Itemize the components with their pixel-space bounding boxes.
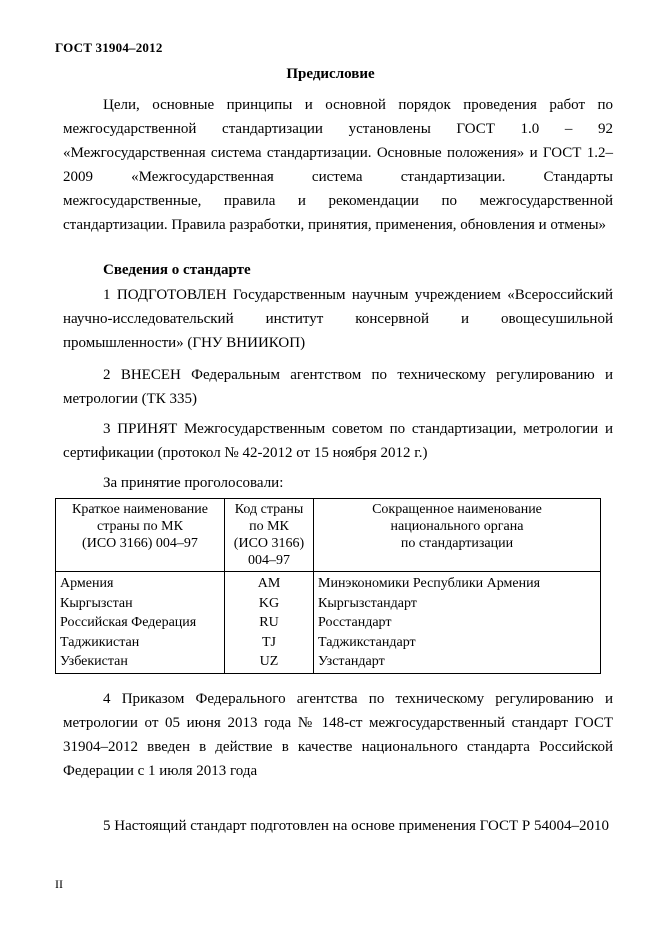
code-cell: TJ: [225, 633, 314, 653]
country-cell: Кыргызстан: [56, 594, 225, 614]
code-cell: RU: [225, 613, 314, 633]
page-number: II: [55, 877, 63, 891]
code-cell: KG: [225, 594, 314, 614]
country-cell: Российская Федерация: [56, 613, 225, 633]
body-cell: Росстандарт: [314, 613, 601, 633]
body-cell: Минэкономики Республики Армения: [314, 572, 601, 594]
country-cell: Таджикистан: [56, 633, 225, 653]
info-item-5: 5 Настоящий стандарт подготовлен на основе применения ГОСТ Р 54004–2010: [103, 818, 609, 834]
country-cell: Армения: [56, 572, 225, 594]
table-row: [56, 594, 601, 614]
foreword-paragraph: Цели, основные принципы и основной порядок проведения работ по межгосударственной стандартизации установлены ГОСТ 1.0 – 92 «Межгосударственная система стандартизации. Основные положения» и ГОСТ 1.2–2009 «Межгосударственная система стандартизации. Стандарты межгосударственные, правила и рекомендации по межгосударственной стандартизации. Правила разработки, принятия, применения, обновления и отмены»: [63, 97, 613, 233]
info-heading: Сведения о стандарте: [103, 262, 251, 278]
info-item-4: 4 Приказом Федерального агентства по техническому регулированию и метрологии от 05 июня 2013 года № 148-ст межгосударственный стандарт ГОСТ 31904–2012 введен в действие в качестве национального стандарта Российской Федерации с 1 июля 2013 года: [63, 691, 613, 779]
table-header-country: Краткое наименование страны по МК (ИСО 3166) 004–97: [56, 499, 225, 572]
table-row: [56, 633, 601, 653]
info-item-1: 1 ПОДГОТОВЛЕН Государственным научным учреждением «Всероссийский научно-исследовательский институт консервной и овощесушильной промышленности» (ГНУ ВНИИКОП): [63, 287, 613, 351]
table-header-body: Сокращенное наименование национального органа по стандартизации: [314, 499, 601, 572]
voting-table: [55, 498, 601, 674]
code-cell: AM: [225, 572, 314, 594]
document-header: ГОСТ 31904–2012: [55, 40, 163, 55]
foreword-title: Предисловие: [286, 66, 375, 82]
body-cell: Кыргызстандарт: [314, 594, 601, 614]
vote-label: За принятие проголосовали:: [103, 475, 284, 491]
body-cell: Таджикстандарт: [314, 633, 601, 653]
table-header-code: Код страны по МК (ИСО 3166) 004–97: [225, 499, 314, 572]
table-row: [56, 652, 601, 673]
info-item-3: 3 ПРИНЯТ Межгосударственным советом по стандартизации, метрологии и сертификации (протокол № 42-2012 от 15 ноября 2012 г.): [63, 421, 613, 461]
body-cell: Узстандарт: [314, 652, 601, 673]
table-row: [56, 572, 601, 594]
info-item-2: 2 ВНЕСЕН Федеральным агентством по техническому регулированию и метрологии (ТК 335): [63, 367, 613, 407]
code-cell: UZ: [225, 652, 314, 673]
table-header-row: [56, 499, 601, 572]
country-cell: Узбекистан: [56, 652, 225, 673]
table-row: [56, 613, 601, 633]
